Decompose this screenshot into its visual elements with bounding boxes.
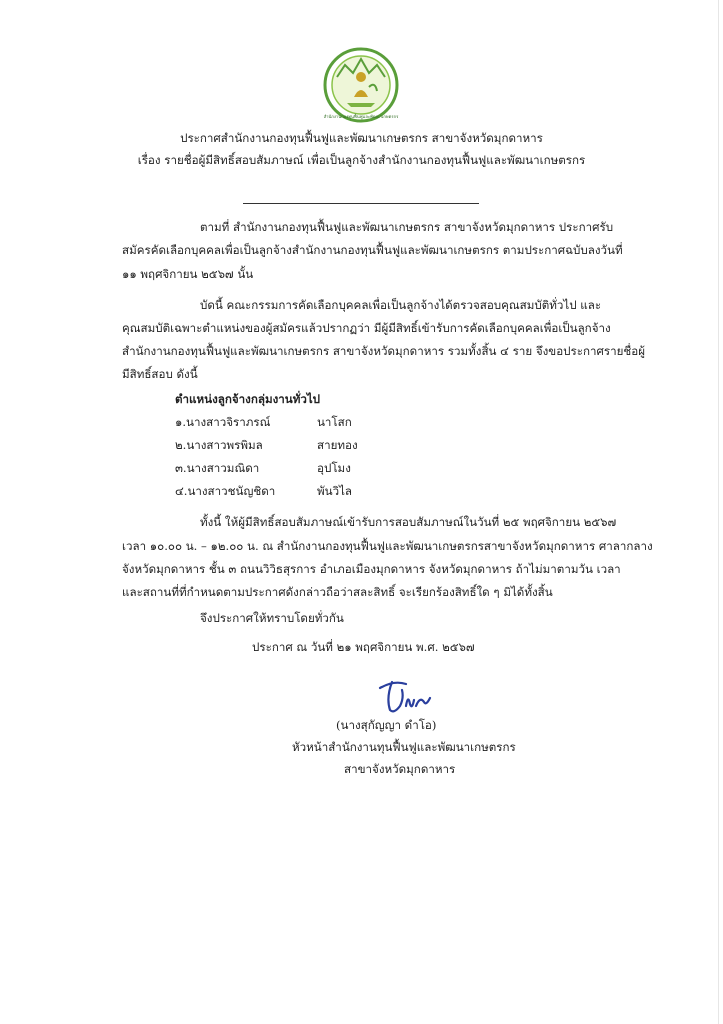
candidate-2-last: สายทอง [317,438,358,452]
seal-ring-text: สำนักงานกองทุนฟื้นฟูและพัฒนาเกษตรกร [323,114,399,119]
signatory-name: (นางสุกัญญา ดำโอ) [336,718,437,732]
para2-line-3: สำนักงานกองทุนฟื้นฟูและพัฒนาเกษตรกร สาขาจังหวัดมุกดาหาร รวมทั้งสิ้น ๔ ราย จึงขอประกาศรายชื่อผู้ [122,344,646,358]
candidate-1-first: ๑.นางสาวจิราภรณ์ [175,415,271,429]
candidate-3-last: อุปโมง [317,461,351,475]
agency-seal-icon [323,47,399,123]
candidate-1-last: นาโสก [317,415,352,429]
para3-line-3: จังหวัดมุกดาหาร ชั้น ๓ ถนนวิวิธสุรการ อำเภอเมืองมุกดาหาร จังหวัดมุกดาหาร ถ้าไม่มาตามวัน เวลา [122,562,621,576]
agency-logo [323,47,399,123]
para3-line-4: และสถานที่ที่กำหนดตามประกาศดังกล่าวถือว่าสละสิทธิ์ จะเรียกร้องสิทธิ์ใด ๆ มิได้ทั้งสิ้น [122,585,553,599]
candidate-3-first: ๓.นางสาวมณิดา [175,461,260,475]
announce-date: ประกาศ ณ วันที่ ๒๑ พฤศจิกายน พ.ศ. ๒๕๖๗ [252,640,475,654]
closing-line: จึงประกาศให้ทราบโดยทั่วกัน [200,611,344,625]
header-divider [243,203,479,204]
candidate-4-last: พันวิไล [317,484,353,498]
para1-line-2: สมัครคัดเลือกบุคคลเพื่อเป็นลูกจ้างสำนักงานกองทุนฟื้นฟูและพัฒนาเกษตรกร ตามประกาศฉบับลงวันที่ [122,243,623,257]
para1-line-1: ตามที่ สำนักงานกองทุนฟื้นฟูและพัฒนาเกษตรกร สาขาจังหวัดมุกดาหาร ประกาศรับ [200,220,614,234]
para3-line-1: ทั้งนี้ ให้ผู้มีสิทธิ์สอบสัมภาษณ์เข้ารับการสอบสัมภาษณ์ในวันที่ ๒๕ พฤศจิกายน ๒๕๖๗ [200,515,617,529]
signatory-title: หัวหน้าสำนักงานทุนฟื้นฟูและพัฒนาเกษตรกร [292,740,516,754]
header-subject: เรื่อง รายชื่อผู้มีสิทธิ์สอบสัมภาษณ์ เพื่อเป็นลูกจ้างสำนักงานกองทุนฟื้นฟูและพัฒนาเกษตรกร [137,153,586,167]
para3-line-2: เวลา ๑๐.๐๐ น. – ๑๒.๐๐ น. ณ สำนักงานกองทุนฟื้นฟูและพัฒนาเกษตรกรสาขาจังหวัดมุกดาหาร ศาลากลาง [122,539,653,553]
position-title: ตำแหน่งลูกจ้างกลุ่มงานทั่วไป [175,392,321,406]
para2-line-1: บัดนี้ คณะกรรมการคัดเลือกบุคคลเพื่อเป็นลูกจ้างได้ตรวจสอบคุณสมบัติทั่วไป และ [200,298,602,312]
signature [372,676,452,716]
para2-line-4: มีสิทธิ์สอบ ดังนี้ [122,367,198,381]
signature-mark [372,676,452,716]
signatory-branch: สาขาจังหวัดมุกดาหาร [344,762,456,776]
header-line-1: ประกาศสำนักงานกองทุนฟื้นฟูและพัฒนาเกษตรกร สาขาจังหวัดมุกดาหาร [180,131,543,145]
para1-line-3: ๑๑ พฤศจิกายน ๒๕๖๗ นั้น [122,267,254,281]
candidate-4-first: ๔.นางสาวชนัญชิดา [175,484,276,498]
para2-line-2: คุณสมบัติเฉพาะตำแหน่งของผู้สมัครแล้วปรากฏว่า มีผู้มีสิทธิ์เข้ารับการคัดเลือกบุคคลเพื่อเป็นลูกจ้าง [122,321,611,335]
candidate-2-first: ๒.นางสาวพรพิมล [175,438,263,452]
